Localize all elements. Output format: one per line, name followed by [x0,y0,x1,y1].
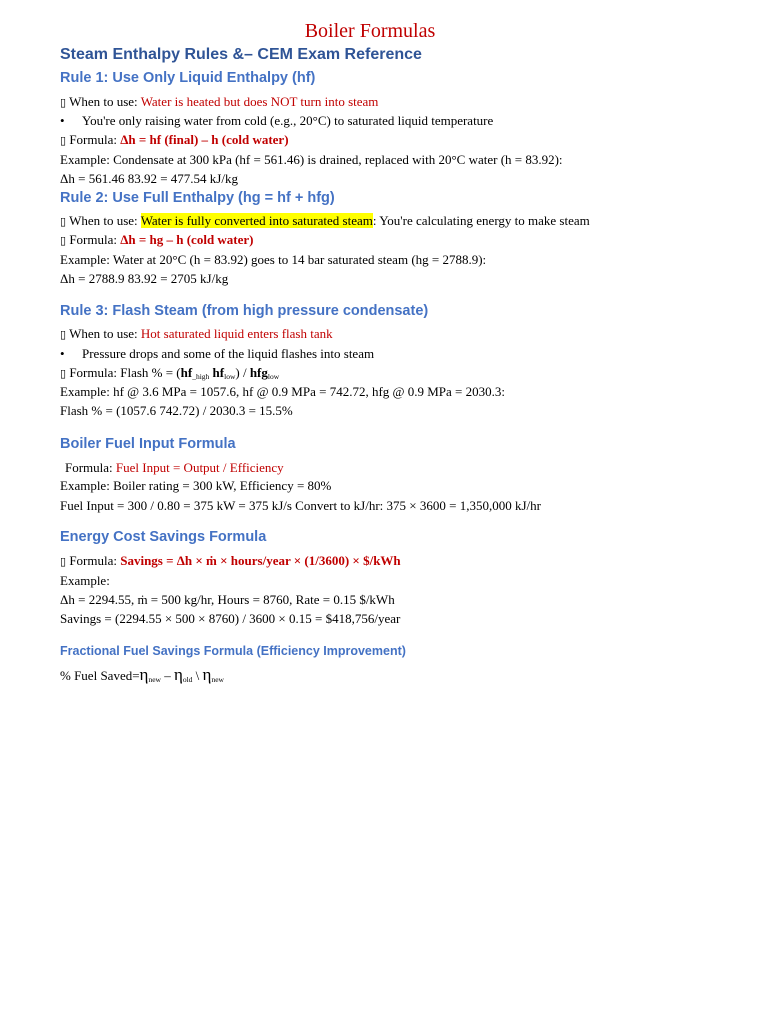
cost-savings-heading: Energy Cost Savings Formula [60,529,267,545]
cost-savings-formula-text: Savings = Δh × ṁ × hours/year × (1/3600) × $/kWh [120,553,401,568]
fractional-formula [60,666,224,688]
fuel-input-heading: Boiler Fuel Input Formula [60,436,236,452]
rule2-when [60,212,590,230]
rule3-when-text: Hot saturated liquid enters flash tank [140,326,333,341]
missing-glyph-icon: ▯ [60,134,67,147]
subscript-old: old [182,675,193,684]
eta-symbol: η [139,665,149,684]
fractional-prefix: % Fuel Saved= [60,668,140,683]
rule3-example-1: Example: hf @ 3.6 MPa = 1057.6, hf @ 0.9 MPa = 742.72, hfg @ 0.9 MPa = 2030.3: [60,384,506,399]
bullet-icon: • [60,113,65,128]
cost-savings-example-1: Δh = 2294.55, ṁ = 500 kg/hr, Hours = 8760, Rate = 0.15 $/kWh [60,592,395,607]
missing-glyph-icon: ▯ [60,555,67,568]
bullet-icon: • [60,346,65,361]
eta-symbol: η [202,665,212,684]
subscript-high: _high [192,372,210,381]
rule2-heading: Rule 2: Use Full Enthalpy (hg = hf + hfg) [60,190,335,206]
formula-divider: ) / [235,365,250,380]
eta-symbol: η [173,665,183,684]
rule2-formula [60,231,254,249]
fractional-heading: Fractional Fuel Savings Formula (Efficiency Improvement) [60,644,406,658]
when-label: When to use: [69,94,141,109]
formula-label: Formula: [65,460,116,475]
formula-label: Formula: [69,132,121,147]
formula-label: Formula: Flash % = ( [69,365,181,380]
fuel-input-example-1: Example: Boiler rating = 300 kW, Efficiency = 80% [60,478,332,493]
missing-glyph-icon: ▯ [60,234,67,247]
cost-savings-example-label: Example: [60,573,110,588]
missing-glyph-icon: ▯ [60,328,67,341]
formula-label: Formula: [69,553,121,568]
page-title: Boiler Formulas [304,20,436,42]
formula-hfg: hfg [249,365,268,380]
rule1-formula [60,131,289,149]
subscript-new: new [148,675,161,684]
fuel-input-example-2: Fuel Input = 300 / 0.80 = 375 kW = 375 kJ/s Convert to kJ/hr: 375 × 3600 = 1,350,000 kJ/hr [60,498,541,513]
rule3-heading: Rule 3: Flash Steam (from high pressure condensate) [60,303,429,319]
rule2-formula-text: Δh = hg – h (cold water) [120,232,254,247]
rule1-formula-text: Δh = hf (final) – h (cold water) [120,132,289,147]
when-label: When to use: [69,213,141,228]
rule2-example-2: Δh = 2788.9 83.92 = 2705 kJ/kg [60,271,229,286]
minus-sign: – [160,668,174,683]
rule3-bullet-text: Pressure drops and some of the liquid flashes into steam [82,346,375,361]
rule2-when-highlight: Water is fully converted into saturated steam [140,213,373,228]
missing-glyph-icon: ▯ [60,367,67,380]
when-label: When to use: [69,326,141,341]
cost-savings-formula [60,552,401,570]
rule1-example-2: Δh = 561.46 83.92 = 477.54 kJ/kg [60,171,238,186]
fuel-input-formula [65,459,284,476]
rule1-when-text: Water is heated but does NOT turn into steam [140,94,379,109]
subscript-new: new [211,675,224,684]
fuel-input-formula-text: Fuel Input = Output / Efficiency [115,460,284,475]
rule3-formula [60,364,279,385]
missing-glyph-icon: ▯ [60,96,67,109]
formula-label: Formula: [69,232,121,247]
divider-sign: \ [192,668,203,683]
formula-hf: hf [180,365,193,380]
rule2-example-1: Example: Water at 20°C (h = 83.92) goes to 14 bar saturated steam (hg = 2788.9): [60,252,487,267]
rule1-when [60,93,378,111]
formula-hf-low: hf [212,365,225,380]
rule1-heading: Rule 1: Use Only Liquid Enthalpy (hf) [60,70,316,86]
rule1-bullet-text: You're only raising water from cold (e.g., 20°C) to saturated liquid temperature [82,113,494,128]
rule3-when [60,325,333,343]
subtitle-heading: Steam Enthalpy Rules &– CEM Exam Reference [60,46,422,63]
rule2-when-rest: : You're calculating energy to make steam [372,213,590,228]
rule3-example-2: Flash % = (1057.6 742.72) / 2030.3 = 15.5% [60,403,293,418]
rule1-example-1: Example: Condensate at 300 kPa (hf = 561.46) is drained, replaced with 20°C water (h = 83.92): [60,152,563,167]
cost-savings-example-2: Savings = (2294.55 × 500 × 8760) / 3600 × 0.15 = $418,756/year [60,611,401,626]
subscript-low: low [267,372,280,381]
subscript-low: low [224,372,236,381]
missing-glyph-icon: ▯ [60,215,67,228]
